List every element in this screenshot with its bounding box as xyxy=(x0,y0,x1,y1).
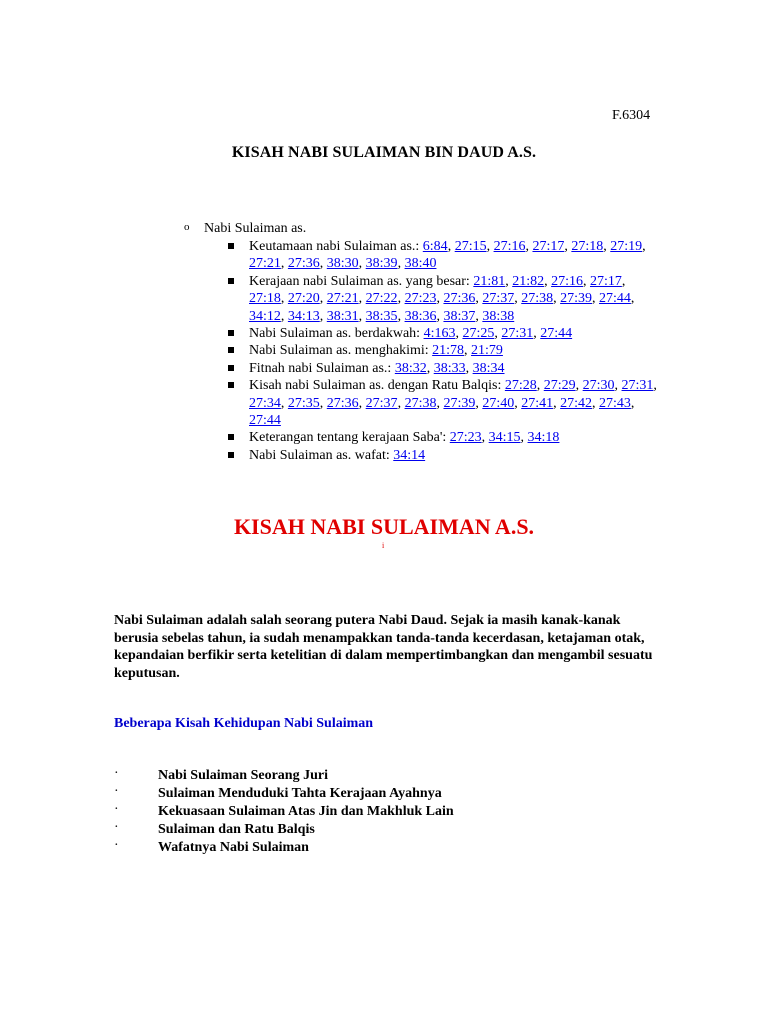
topic-label: Nabi Sulaiman as. xyxy=(204,221,307,236)
square-bullet-icon xyxy=(228,330,234,336)
verse-link[interactable]: 38:35 xyxy=(365,308,398,324)
verse-list-label: Nabi Sulaiman as. wafat: xyxy=(249,447,394,463)
verse-link[interactable]: 27:35 xyxy=(287,395,320,411)
story-title-text: Wafatnya Nabi Sulaiman xyxy=(158,840,309,855)
verse-link[interactable]: 38:39 xyxy=(365,256,398,272)
verse-link[interactable]: 34:14 xyxy=(393,447,426,463)
verse-link[interactable]: 27:37 xyxy=(482,291,515,307)
verse-link[interactable]: 27:21 xyxy=(326,291,359,307)
verse-link[interactable]: 27:38 xyxy=(404,395,437,411)
square-bullet-icon xyxy=(228,243,234,249)
verse-link[interactable]: 38:36 xyxy=(404,308,437,324)
verse-link[interactable]: 34:12 xyxy=(249,308,281,324)
verse-link[interactable]: 27:40 xyxy=(482,395,515,411)
verse-link[interactable]: 27:20 xyxy=(287,291,320,307)
verse-list-item: Kisah nabi Sulaiman as. dengan Ratu Balqis: 27:28, 27:29, 27:30, 27:31, 27:34, 27:35, 27:36, 27:37, 27:38, 27:39, 27:40, 27:41, 27:42, 27:43, 27:44 xyxy=(226,377,658,429)
dot-bullet-icon: · xyxy=(114,802,119,817)
verse-link[interactable]: 34:15 xyxy=(488,430,521,446)
verse-list-item: Keterangan tentang kerajaan Saba': 27:23, 34:15, 34:18 xyxy=(226,429,658,446)
verse-link[interactable]: 27:28 xyxy=(504,378,537,394)
verse-link[interactable]: 27:19 xyxy=(610,239,643,254)
verse-link[interactable]: 27:29 xyxy=(543,378,576,394)
verse-link[interactable]: 38:32 xyxy=(394,360,427,376)
verse-link[interactable]: 38:40 xyxy=(404,256,437,272)
verse-link[interactable]: 27:16 xyxy=(493,239,526,254)
dot-bullet-icon: · xyxy=(114,820,119,835)
verse-link[interactable]: 27:34 xyxy=(249,395,281,411)
story-title-text: Sulaiman dan Ratu Balqis xyxy=(158,822,315,837)
verse-link[interactable]: 27:22 xyxy=(365,291,398,307)
verse-link[interactable]: 27:39 xyxy=(443,395,476,411)
verse-link[interactable]: 27:36 xyxy=(443,291,476,307)
verse-link[interactable]: 27:18 xyxy=(571,239,604,254)
verse-list-label: Keutamaan nabi Sulaiman as.: xyxy=(249,239,423,254)
square-bullet-icon xyxy=(228,434,234,440)
intro-paragraph: Nabi Sulaiman adalah salah seorang putera Nabi Daud. Sejak ia masih kanak-kanak berusia sebelas tahun, ia sudah menampakkan tanda-tanda kecerdasan, ketajaman otak, kepandaian berfikir serta ketelitian di dalam mempertimbangkan dan mengambil sesuatu keputusan. xyxy=(114,613,653,681)
verse-link[interactable]: 27:37 xyxy=(365,395,398,411)
verse-link[interactable]: 27:17 xyxy=(589,273,622,289)
verse-link[interactable]: 27:44 xyxy=(249,413,281,429)
verse-list-item: Nabi Sulaiman as. berdakwah: 4:163, 27:25, 27:31, 27:44 xyxy=(226,325,658,342)
dot-bullet-icon: · xyxy=(114,784,119,799)
verse-reference-list xyxy=(226,238,658,464)
document-code: F.6304 xyxy=(612,108,651,123)
verse-link[interactable]: 27:39 xyxy=(560,291,593,307)
verse-list-item xyxy=(226,447,658,464)
square-bullet-icon xyxy=(228,452,234,458)
verse-link[interactable]: 27:44 xyxy=(540,326,573,342)
verse-link[interactable]: 27:31 xyxy=(501,326,534,342)
verse-link[interactable]: 27:18 xyxy=(249,291,281,307)
verse-list-label: Keterangan tentang kerajaan Saba': xyxy=(249,430,450,446)
verse-link[interactable]: 27:31 xyxy=(621,378,654,394)
verse-link[interactable]: 27:17 xyxy=(532,239,565,254)
verse-list-item: Kerajaan nabi Sulaiman as. yang besar: 21:81, 21:82, 27:16, 27:17, 27:18, 27:20, 27:21, 27:22, 27:23, 27:36, 27:37, 27:38, 27:39, 27:44, 34:12, 34:13, 38:31, 38:35, 38:36, 38:37, 38:38 xyxy=(226,273,658,325)
verse-link[interactable]: 27:44 xyxy=(599,291,631,307)
verse-link[interactable]: 21:82 xyxy=(512,273,545,289)
square-bullet-icon xyxy=(228,347,234,353)
verse-link[interactable]: 21:79 xyxy=(471,343,503,359)
story-title-text: Sulaiman Menduduki Tahta Kerajaan Ayahnya xyxy=(158,786,442,801)
verse-list-item: Fitnah nabi Sulaiman as.: 38:32, 38:33, 38:34 xyxy=(226,360,658,377)
section-heading: Beberapa Kisah Kehidupan Nabi Sulaiman xyxy=(114,716,374,731)
verse-link[interactable]: 27:36 xyxy=(326,395,359,411)
verse-list-item: Keutamaan nabi Sulaiman as.: 6:84, 27:15, 27:16, 27:17, 27:18, 27:19, 27:21, 27:36, 38:30, 38:39, 38:40 xyxy=(226,238,658,273)
verse-link[interactable]: 27:16 xyxy=(551,273,583,289)
circle-bullet-icon: o xyxy=(184,221,190,233)
main-title: KISAH NABI SULAIMAN BIN DAUD A.S. xyxy=(231,144,537,161)
verse-link[interactable]: 4:163 xyxy=(423,326,456,342)
square-bullet-icon xyxy=(228,365,234,371)
verse-link[interactable]: 27:21 xyxy=(249,256,281,272)
square-bullet-icon xyxy=(228,278,234,284)
dot-bullet-icon: · xyxy=(114,838,119,853)
verse-link[interactable]: 27:41 xyxy=(521,395,554,411)
verse-link[interactable]: 27:25 xyxy=(462,326,495,342)
verse-link[interactable]: 27:23 xyxy=(404,291,437,307)
footnote-marker[interactable]: i xyxy=(382,541,385,550)
verse-link[interactable]: 38:31 xyxy=(326,308,359,324)
verse-list-label: Nabi Sulaiman as. berdakwah: xyxy=(249,326,424,342)
verse-link[interactable]: 27:15 xyxy=(454,239,487,254)
dot-bullet-icon: · xyxy=(114,766,119,781)
story-title: KISAH NABI SULAIMAN A.S. xyxy=(233,514,535,539)
verse-link[interactable]: 27:38 xyxy=(521,291,554,307)
verse-list-item: Nabi Sulaiman as. menghakimi: 21:78, 21:79 xyxy=(226,342,658,359)
verse-link[interactable]: 27:30 xyxy=(582,378,615,394)
verse-list-label: Nabi Sulaiman as. menghakimi: xyxy=(249,343,433,359)
verse-link[interactable]: 21:81 xyxy=(473,273,506,289)
story-title-text: Nabi Sulaiman Seorang Juri xyxy=(158,768,328,783)
verse-link[interactable]: 27:36 xyxy=(287,256,320,272)
verse-link[interactable]: 38:37 xyxy=(443,308,476,324)
verse-list-label: Kerajaan nabi Sulaiman as. yang besar: xyxy=(249,273,474,289)
verse-link[interactable]: 38:34 xyxy=(472,360,505,376)
verse-link[interactable]: 27:43 xyxy=(599,395,631,411)
verse-link[interactable]: 38:33 xyxy=(433,360,466,376)
verse-list-label: Fitnah nabi Sulaiman as.: xyxy=(249,360,395,376)
verse-list-label: Kisah nabi Sulaiman as. dengan Ratu Balqis: xyxy=(249,378,505,394)
verse-link[interactable]: 34:18 xyxy=(527,430,560,446)
verse-link[interactable]: 27:23 xyxy=(449,430,482,446)
story-title-text: Kekuasaan Sulaiman Atas Jin dan Makhluk Lain xyxy=(158,804,454,819)
square-bullet-icon xyxy=(228,382,234,388)
verse-link[interactable]: 21:78 xyxy=(432,343,465,359)
verse-link[interactable]: 6:84 xyxy=(422,239,448,254)
verse-link[interactable]: 27:42 xyxy=(560,395,593,411)
verse-link[interactable]: 38:38 xyxy=(482,308,515,324)
verse-link[interactable]: 38:30 xyxy=(326,256,359,272)
verse-link[interactable]: 34:13 xyxy=(287,308,320,324)
